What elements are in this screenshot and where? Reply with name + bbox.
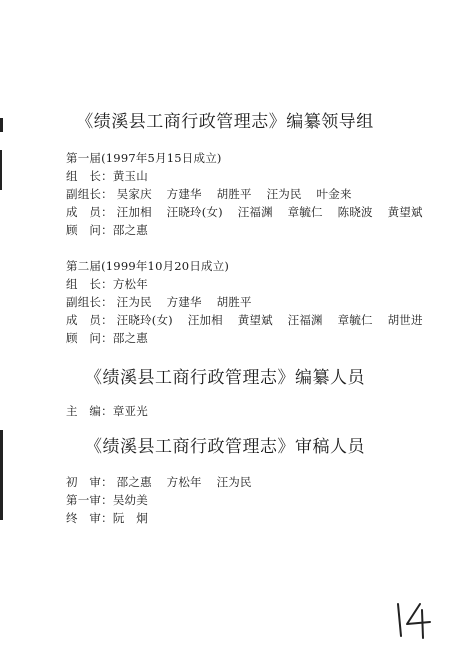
advisor-label: 顾 问：: [66, 223, 113, 237]
first-term-leader-row: [66, 168, 148, 184]
final-review-label: 终 审：: [66, 511, 113, 525]
member-name: 章毓仁: [337, 313, 373, 327]
member-name: 黄望斌: [237, 313, 273, 327]
reviewer-name: 吴幼美: [112, 493, 148, 507]
second-term-deputy-row: [66, 294, 252, 310]
first-term-advisor-row: [66, 222, 148, 238]
first-review-label: 初 审：: [66, 475, 113, 489]
member-name: 陈晓波: [337, 205, 373, 219]
member-name: 黄望斌: [387, 205, 423, 219]
reviewers-title: 《绩溪县工商行政管理志》审稿人员: [85, 437, 365, 457]
reviewer-name: 邵之惠: [116, 475, 152, 489]
reviewer-name: 汪为民: [216, 475, 252, 489]
final-review-row: [66, 510, 148, 526]
deputy-name: 胡胜平: [216, 187, 252, 201]
editor-name: 章亚光: [112, 404, 148, 418]
deputy-name: 方建华: [166, 187, 202, 201]
second-term-advisor-row: [66, 330, 148, 346]
members-label: 成 员：: [66, 313, 113, 327]
first-term-deputy-row: [66, 186, 352, 202]
deputy-name: 汪为民: [116, 295, 152, 309]
deputy-label: 副组长：: [66, 187, 113, 201]
deputy-name: 方建华: [166, 295, 202, 309]
leadership-title: 《绩溪县工商行政管理志》编纂领导组: [76, 112, 374, 132]
deputy-name: 吴家庆: [116, 187, 152, 201]
deputy-label: 副组长：: [66, 295, 113, 309]
advisor-name: 邵之惠: [112, 223, 148, 237]
member-name: 汪晓玲(女): [166, 205, 223, 219]
first-review-row: [66, 474, 252, 490]
compilers-title: 《绩溪县工商行政管理志》编纂人员: [85, 368, 365, 388]
members-label: 成 员：: [66, 205, 113, 219]
reviewer-name: 阮 炯: [112, 511, 148, 525]
member-name: 汪福渊: [237, 205, 273, 219]
second-term-leader-row: [66, 276, 148, 292]
first-term-header: 第一届(1997年5月15日成立): [66, 151, 222, 165]
member-name: 汪晓玲(女): [116, 313, 173, 327]
deputy-name: 胡胜平: [216, 295, 252, 309]
leader-name: 方松年: [112, 277, 148, 291]
second-review-row: [66, 492, 148, 508]
handwritten-page-number: [392, 600, 436, 640]
leader-label: 组 长：: [66, 169, 113, 183]
member-name: 汪福渊: [287, 313, 323, 327]
leader-name: 黄玉山: [112, 169, 148, 183]
editor-label: 主 编：: [66, 404, 113, 418]
first-term-members-row: [66, 204, 423, 220]
member-name: 汪加相: [187, 313, 223, 327]
second-review-label: 第一审：: [66, 493, 113, 507]
member-name: 章毓仁: [287, 205, 323, 219]
second-term-members-row: [66, 312, 423, 328]
deputy-name: 叶金来: [316, 187, 352, 201]
advisor-label: 顾 问：: [66, 331, 113, 345]
member-name: 胡世进: [387, 313, 423, 327]
scan-edge-mark: [0, 150, 2, 190]
deputy-name: 汪为民: [266, 187, 302, 201]
reviewer-name: 方松年: [166, 475, 202, 489]
member-name: 汪加相: [116, 205, 152, 219]
advisor-name: 邵之惠: [112, 331, 148, 345]
editor-row: [66, 403, 148, 419]
second-term-header: 第二届(1999年10月20日成立): [66, 259, 230, 273]
leader-label: 组 长：: [66, 277, 113, 291]
